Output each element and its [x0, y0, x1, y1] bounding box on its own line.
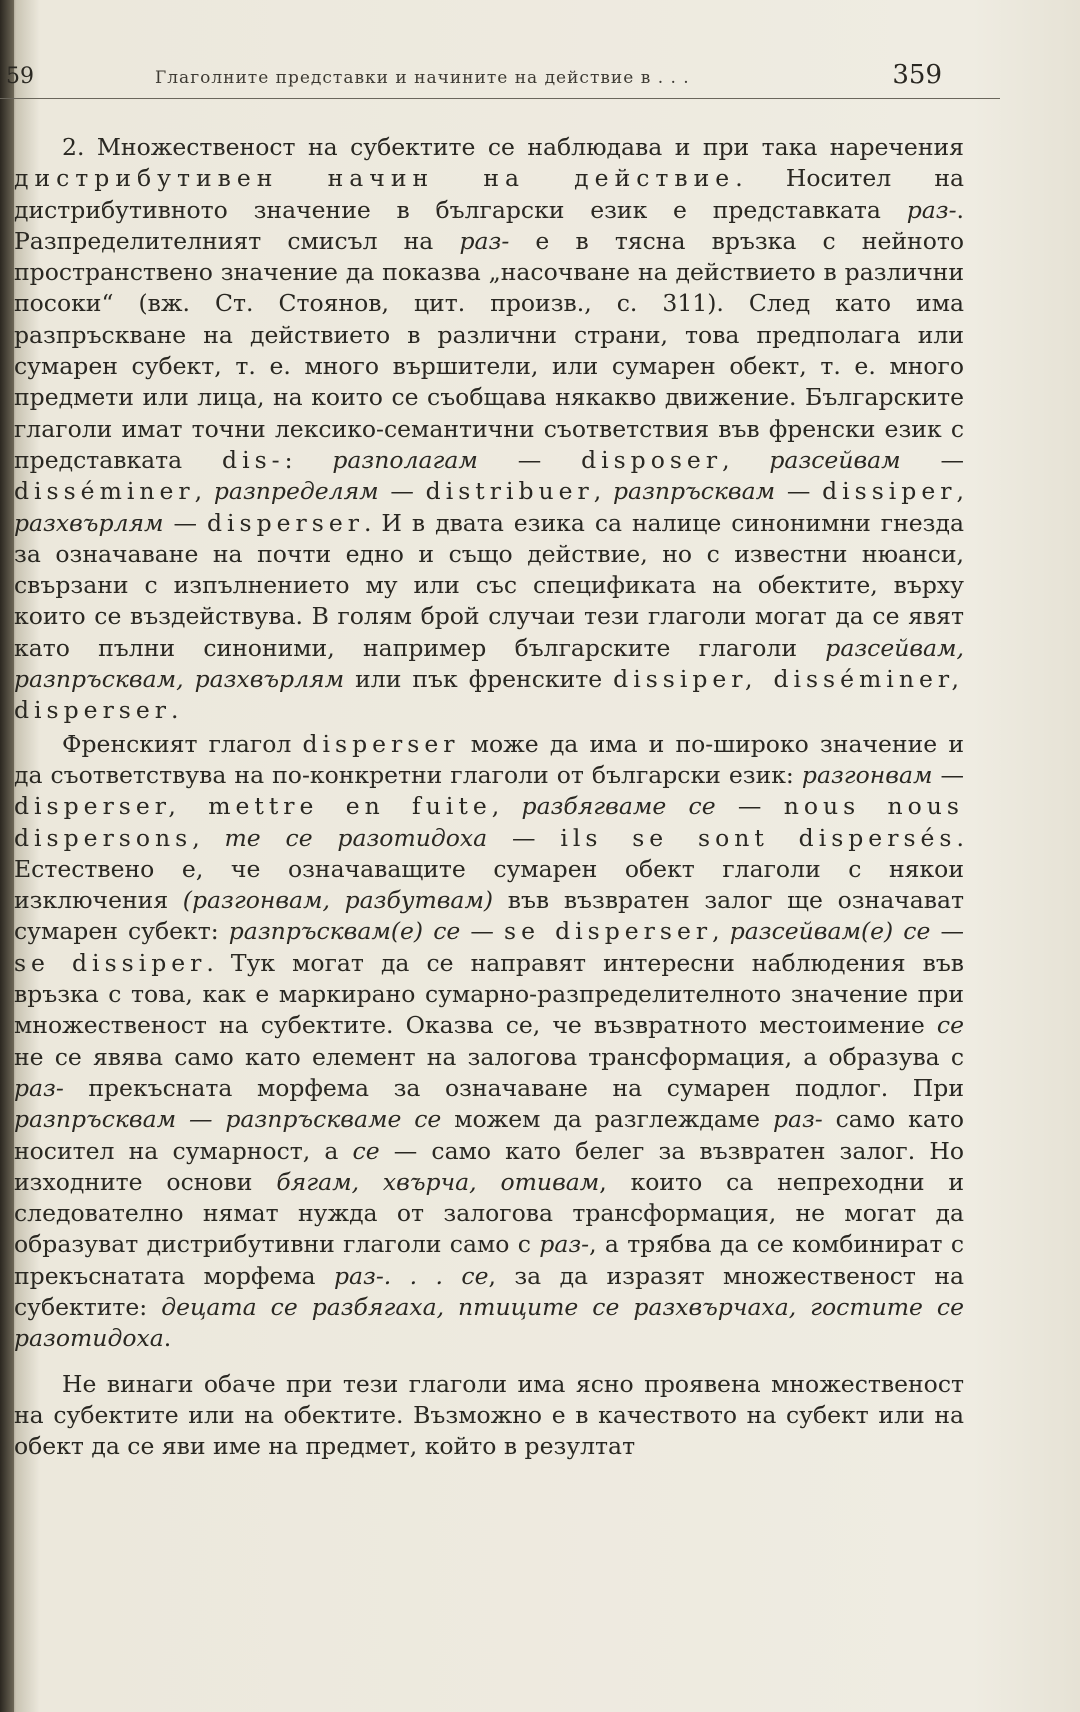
running-title: Глаголните представки и начините на действие в . . .	[155, 68, 690, 88]
page-header	[0, 58, 1000, 99]
paragraph-2: Френският глагол disperser може да има и по-широко значение и да съответствува на по-конкретни глаголи от български език: разгонвам — disperser, mettre en fuite, разбягваме се — nous nous dispersons, те се разотидоха — ils se sont dispersés. Естествено е, че означаващите сумарен обект глаголи с някои изключения (разгонвам, разбутвам) във възвратен залог ще означават сумарен субект: разпръсквам(е) се — se disperser, разсейвам(е) се — se dissiper. Тук могат да се направят интересни наблюдения във връзка с това, как е маркирано сумарно-разпределителното значение при множественост на субектите. Оказва се, че възвратното местоимение се не се явява само като елемент на залогова трансформация, а образува с раз- прекъсната морфема за означаване на сумарен подлог. При разпръсквам — разпръскваме се можем да разглеждаме раз- само като носител на сумарност, а се — само като белег за възвратен залог. Но изходните основи бягам, хвърча, отивам, които са непреходни и следователно нямат нужда от залогова трансформация, не могат да образуват дистрибутивни глаголи само с раз-, а трябва да се комбинират с прекъснатата морфема раз-. . . се, за да изразят множественост на субектите: децата се разбягаха, птиците се разхвърчаха, гостите се разотидоха.	[14, 729, 965, 1353]
book-spine	[0, 0, 14, 1712]
body-text	[14, 132, 964, 1462]
paragraph-1: 2. Множественост на субектите се наблюдава и при така наречения дистрибутивен начин на действие. Носител на дистрибутивното значение в български език е представката раз-. Разпределителният смисъл на раз- е в тясна връзка с нейното пространствено значение да показва „насочване на действието в различни посоки“ (вж. Ст. Стоянов, цит. произв., с. 311). След като има разпръскване на действието в различни страни, това предполага или сумарен субект, т. е. много вършители, или сумарен обект, т. е. много предмети или лица, на които се съобщава някакво движение. Българските глаголи имат точни лексико-семантични съответствия във френски език с представката dis-: разполагам — disposer, разсейвам — disséminer, разпределям — distribuer, разпръсквам — dissiper, разхвърлям — disperser. И в двата езика са налице синонимни гнезда за означаване на почти едно и също действие, но с известни нюанси, свързани с изпълнението му или със спецификата на обектите, върху които се въздействува. В голям брой случаи тези глаголи могат да се явят като пълни синоними, например българските глаголи разсейвам, разпръсквам, разхвърлям или пък френските dissiper, disséminer, disperser.	[14, 133, 965, 725]
paragraph-3: Не винаги обаче при тези глаголи има ясно проявена множественост на субектите или на обектите. Възможно е в качеството на субект или на обект да се яви име на предмет, който в резултат	[14, 1369, 964, 1461]
page-number: 359	[892, 60, 942, 90]
facing-page-number: 59	[6, 64, 34, 89]
